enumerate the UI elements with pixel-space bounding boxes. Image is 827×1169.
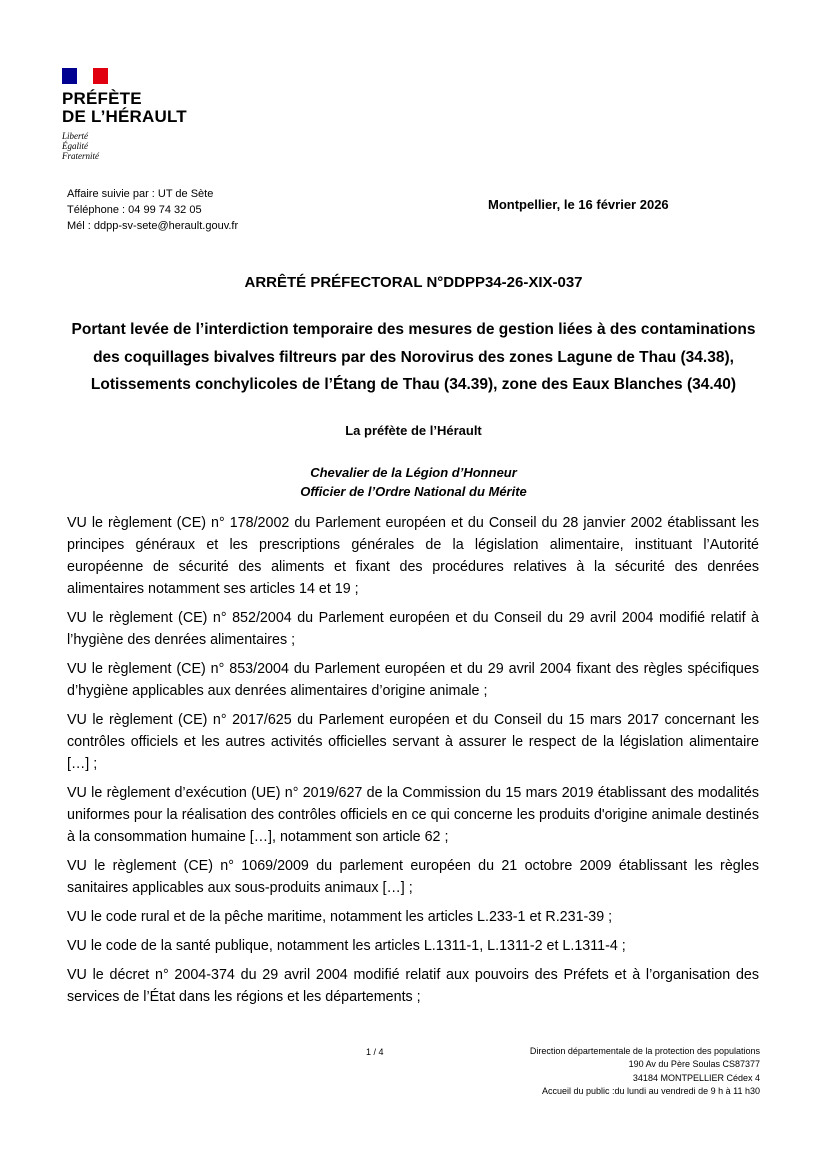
- org-line-2: DE L’HÉRAULT: [62, 107, 187, 126]
- honor-merite: Officier de l’Ordre National du Mérite: [300, 483, 527, 499]
- devise: [62, 131, 187, 161]
- contact-phone: Téléphone : 04 99 74 32 05: [67, 204, 202, 216]
- vu-paragraph: VU le règlement (CE) n° 1069/2009 du parlement européen du 21 octobre 2009 établissant les règles sanitaires applicables aux sous-produits animaux […] ;: [67, 857, 759, 896]
- vu-paragraph: VU le règlement (CE) n° 852/2004 du Parlement européen et du Conseil du 29 avril 2004 modifié relatif à l’hygiène des denrées alimentaires ;: [67, 609, 759, 648]
- footer-city: 34184 MONTPELLIER Cédex 4: [632, 1072, 760, 1083]
- document-body: [67, 512, 759, 1037]
- page-number: 1 / 4: [366, 1046, 384, 1057]
- document-flow: [0, 274, 827, 1121]
- vu-paragraph: VU le règlement (CE) n° 2017/625 du Parlement européen et du Conseil du 15 mars 2017 concernant les contrôles officiels et les autres activités officielles servant à assurer le respect de la législation alimentaire […] ;: [67, 711, 759, 772]
- vu-paragraph: VU le décret n° 2004-374 du 29 avril 2004 modifié relatif aux pouvoirs des Préfets et à l’organisation des services de l’État dans les régions et les départements ;: [67, 966, 759, 1005]
- contact-email: Mél : ddpp-sv-sete@herault.gouv.fr: [67, 220, 239, 232]
- french-flag-icon: [62, 68, 108, 84]
- vu-paragraph: VU le règlement (CE) n° 178/2002 du Parlement européen et du Conseil du 28 janvier 2002 établissant les principes généraux et les prescriptions générales de la législation alimentaire, instituant l’Autorité européenne de sécurité des aliments et fixant des procédures relatives à la sécurité des denrées alimentaires notamment ses articles 14 et 19 ;: [67, 514, 759, 597]
- vu-paragraph: VU le règlement (CE) n° 853/2004 du Parlement européen et du 29 avril 2004 fixant des règles spécifiques d’hygiène applicables aux denrées alimentaires d’origine animale ;: [67, 660, 759, 699]
- honor-legion: Chevalier de la Légion d’Honneur: [310, 464, 517, 480]
- vu-paragraph: VU le code de la santé publique, notamment les articles L.1311-1, L.1311-2 et L.1311-4 ;: [67, 937, 626, 954]
- prefecture-name: [62, 90, 187, 126]
- footer-hours: Accueil du public :du lundi au vendredi de 9 h à 11 h30: [542, 1086, 760, 1096]
- honors: [0, 463, 827, 501]
- footer-direction: Direction départementale de la protection des populations: [529, 1045, 760, 1056]
- devise-liberte: Liberté: [62, 131, 88, 141]
- devise-egalite: Égalité: [62, 141, 88, 151]
- contact-followed-by: Affaire suivie par : UT de Sète: [67, 188, 214, 200]
- contact-block: [67, 186, 238, 234]
- vu-paragraph: VU le règlement d’exécution (UE) n° 2019/627 de la Commission du 15 mars 2019 établissant des modalités uniformes pour la réalisation des contrôles officiels en ce qui concerne les produits d'origine animale destinés à la consommation humaine […], notamment son article 62 ;: [67, 784, 759, 845]
- document-date: Montpellier, le 16 février 2026: [488, 197, 669, 212]
- marianne-logo: [62, 68, 187, 161]
- document-subtitle: Portant levée de l’interdiction temporaire des mesures de gestion liées à des contaminations des coquillages bivalves filtreurs par des Norovirus des zones Lagune de Thau (34.38), Lotissements conchylicoles de l’Étang de Thau (34.39), zone des Eaux Blanches (34.40): [71, 321, 756, 393]
- page-footer: [0, 1045, 827, 1121]
- document-title: ARRÊTÉ PRÉFECTORAL N°DDPP34-26-XIX-037: [244, 274, 583, 291]
- devise-fraternite: Fraternité: [62, 151, 99, 161]
- org-line-1: PRÉFÈTE: [62, 89, 142, 108]
- footer-street: 190 Av du Père Soulas CS87377: [628, 1059, 760, 1069]
- vu-paragraph: VU le code rural et de la pêche maritime, notamment les articles L.233-1 et R.231-39 ;: [67, 908, 613, 925]
- prefete-heading: La préfète de l’Hérault: [345, 422, 482, 438]
- footer-address: [530, 1045, 760, 1099]
